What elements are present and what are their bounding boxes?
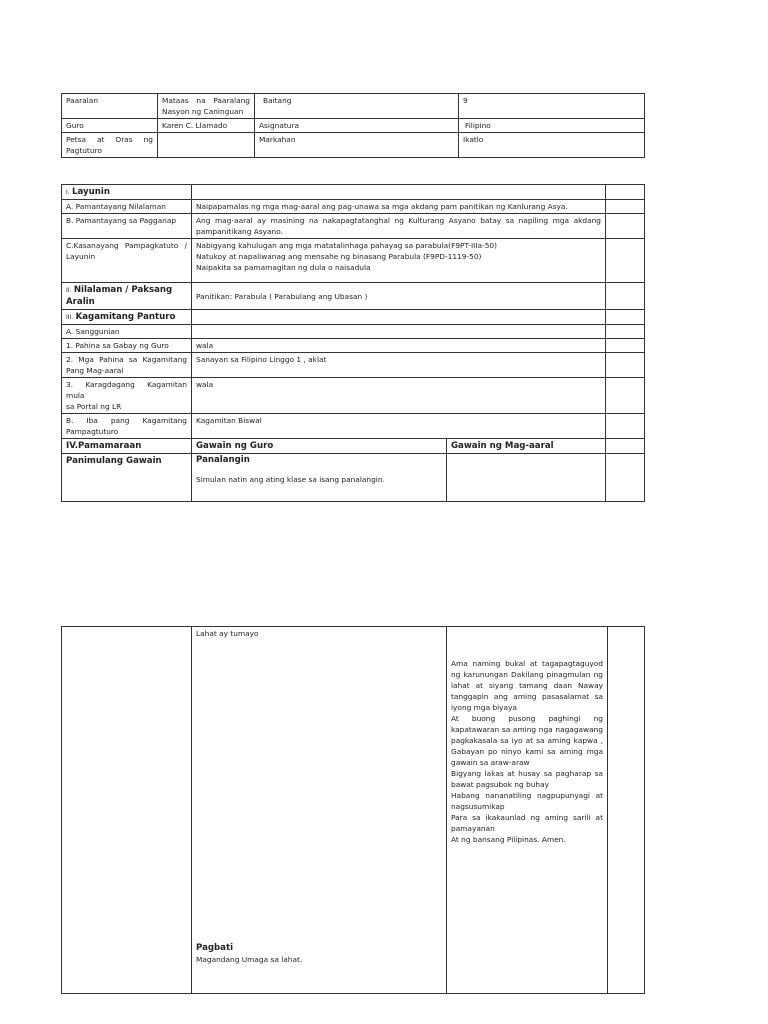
- prayer-line: iyong mga biyaya: [451, 703, 517, 712]
- date-label: Petsa at Oras ng Pagtuturo: [62, 133, 158, 158]
- quarter-value: Ikatlo: [459, 133, 645, 158]
- other-materials-value: Kagamitan Biswal: [192, 414, 606, 439]
- greeting-text: Magandang Umaga sa lahat.: [196, 955, 303, 964]
- prayer-instruction: Simulan natin ang ating klase sa isang panalangin.: [196, 475, 385, 484]
- content-heading: II. Nilalaman / Paksang Aralin: [62, 283, 192, 310]
- intro-activity-heading: Panimulang Gawain: [62, 454, 192, 502]
- continuation-table: [61, 626, 645, 994]
- prayer-line: lahat at siyang tamang daan Naway: [451, 681, 603, 690]
- teacher-value: Karen C. Llamado: [158, 119, 255, 133]
- student-prayer: [451, 658, 603, 845]
- school-label: Paaralan: [62, 94, 158, 119]
- performance-standard-value: Ang mag-aaral ay masining na nakapagtatanghal ng Kulturang Asyano batay sa napiling mga akdang pampanitikang Asyano.: [192, 214, 606, 239]
- school-value: Mataas na Paaralang Nasyon ng Caninguan: [158, 94, 255, 119]
- competency-label: C.Kasanayang Pampagkatuto / Layunin: [62, 239, 192, 283]
- competency-value: Nabigyang kahulugan ang mga matatalinhaga pahayag sa parabula(F9PT-IIIa-50) Natukoy at napaliwanag ang mensahe ng binasang Parabula (F9PD-1119-50) Naipakita sa pamamagitan ng dula o naisadula: [192, 239, 606, 283]
- quarter-label: Markahan: [255, 133, 459, 158]
- teacher-activity-cell: [192, 627, 447, 994]
- prayer-line: gawain sa araw-araw: [451, 758, 530, 767]
- teacher-guide-label: 1. Pahina sa Gabay ng Guro: [62, 339, 192, 353]
- lesson-plan-table: [61, 184, 645, 502]
- prayer-line: bawat pagsubok ng buhay: [451, 780, 550, 789]
- references-label: A. Sanggunian: [62, 325, 192, 339]
- content-standard-value: Naipapamalas ng mga mag-aaral ang pag-unawa sa mga akdang pam panitikan ng Kanlurang Asya.: [192, 200, 606, 214]
- prayer-line: Gabayan po ninyo kami sa aming mga: [451, 747, 603, 756]
- date-value: [158, 133, 255, 158]
- grade-label: Baitang: [255, 94, 459, 119]
- prayer-line: pamayanan: [451, 824, 495, 833]
- learner-materials-value: Sanayan sa Filipino Linggo 1 , aklat: [192, 353, 606, 378]
- objectives-heading: I. Layunin: [62, 185, 192, 200]
- learner-materials-label: 2. Mga Pahina sa Kagamitang Pang Mag-aaral: [62, 353, 192, 378]
- performance-standard-label: B. Pamantayang sa Pagganap: [62, 214, 192, 239]
- student-activity-heading: Gawain ng Mag-aaral: [447, 439, 606, 454]
- subject-value: Filipino: [459, 119, 645, 133]
- student-activity-cell: [447, 627, 608, 994]
- teacher-label: Guro: [62, 119, 158, 133]
- greeting-heading: Pagbati: [196, 943, 234, 953]
- prayer-line: Habang nananatiling nagpupunyagi at: [451, 791, 603, 800]
- prayer-line: tanggapin ang aming pasasalamat sa: [451, 692, 603, 701]
- prayer-cell: [192, 454, 447, 502]
- lr-portal-label: 3. Karagdagang Kagamitan mula sa Portal ng LR: [62, 378, 192, 414]
- prayer-heading: Panalangin: [196, 455, 250, 465]
- prayer-line: nagsusumikap: [451, 802, 505, 811]
- content-value: Panitikan: Parabula ( Parabulang ang Ubasan ): [192, 283, 606, 310]
- prayer-line: Ama naming bukal at tagapagtaguyod: [451, 659, 603, 668]
- prayer-line: ng karunungan Dakilang pinagmulan ng: [451, 670, 603, 679]
- school-info-table: [61, 93, 645, 158]
- prayer-line: Bigyang lakas at husay sa pagharap sa: [451, 769, 603, 778]
- teacher-guide-value: wala: [192, 339, 606, 353]
- content-standard-label: A. Pamantayang Nilalaman: [62, 200, 192, 214]
- prayer-line: At ng bansang Pilipinas. Amen.: [451, 835, 566, 844]
- subject-label: Asignatura: [255, 119, 459, 133]
- teacher-activity-heading: Gawain ng Guro: [192, 439, 447, 454]
- materials-heading: III. Kagamitang Panturo: [62, 310, 192, 325]
- prayer-line: At buong pusong paghingi ng: [451, 714, 603, 723]
- lr-portal-value: wala: [192, 378, 606, 414]
- prayer-line: Para sa ikakaunlad ng aming sarili at: [451, 813, 603, 822]
- prayer-line: kapatawaran sa aming nga nagagawang: [451, 725, 603, 734]
- procedure-heading: IV.Pamamaraan: [62, 439, 192, 454]
- prayer-line: pagkakasala sa iyo at sa aming kapwa ,: [451, 736, 603, 745]
- other-materials-label: B. Iba pang Kagamitang Pampagtuturo: [62, 414, 192, 439]
- stand-instruction: Lahat ay tumayo: [196, 629, 259, 638]
- grade-value: 9: [459, 94, 645, 119]
